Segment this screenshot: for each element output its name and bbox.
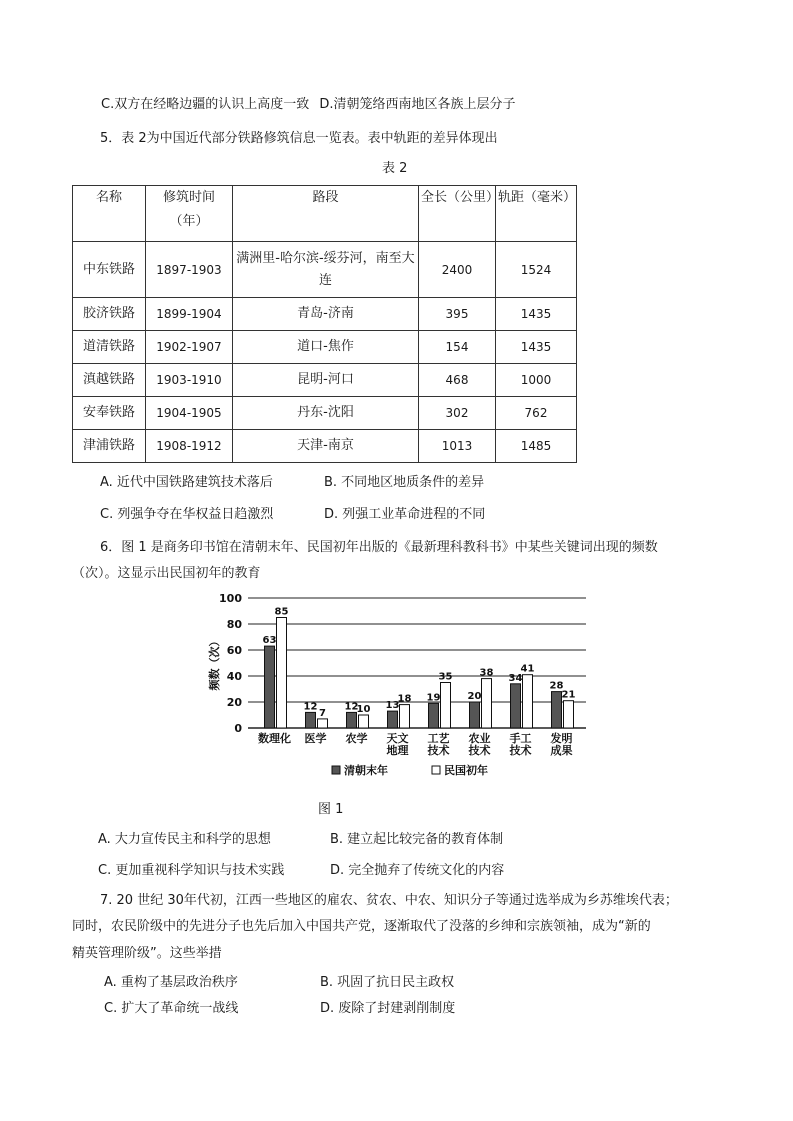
cell-period: 1903-1910 xyxy=(146,364,233,397)
bar-qing xyxy=(552,692,562,728)
q5-option-a: A. 近代中国铁路建筑技术落后 xyxy=(100,475,273,490)
figure-caption: 图 1 xyxy=(318,802,344,817)
bar-qing xyxy=(347,712,357,728)
q6-option-b: B. 建立起比较完备的教育体制 xyxy=(330,832,504,847)
data-label: 41 xyxy=(520,663,535,675)
bar-minguo xyxy=(523,675,533,728)
bar-minguo xyxy=(359,715,369,728)
q5-option-c: C. 列强争夺在华权益日趋激烈 xyxy=(100,507,274,522)
table-row xyxy=(73,364,577,397)
legend-label-minguo: 民国初年 xyxy=(444,764,488,777)
cell-period: 1908-1912 xyxy=(146,430,233,463)
cell-gauge: 762 xyxy=(496,397,577,430)
q7-stem-line2: 同时，农民阶级中的先进分子也先后加入中国共产党，逐渐取代了没落的乡绅和宗族领袖，成为“新的 xyxy=(72,919,651,934)
q5-option-b: B. 不同地区地质条件的差异 xyxy=(324,475,485,490)
railway-table xyxy=(72,185,577,463)
q5-option-d: D. 列强工业革命进程的不同 xyxy=(324,507,486,522)
x-tick-label: 手工 xyxy=(509,732,532,745)
cell-period: 1904-1905 xyxy=(146,397,233,430)
cell-gauge: 1435 xyxy=(496,331,577,364)
legend-swatch-minguo xyxy=(432,766,440,774)
bar-minguo xyxy=(318,719,328,728)
data-label: 38 xyxy=(479,667,494,679)
cell-name: 道清铁路 xyxy=(73,331,146,364)
x-tick-label: 农学 xyxy=(345,732,368,745)
cell-route: 昆明-河口 xyxy=(233,364,419,397)
x-tick-label: 技术 xyxy=(468,744,491,757)
cell-length: 468 xyxy=(419,364,496,397)
data-label: 13 xyxy=(385,700,400,712)
bar-qing xyxy=(388,711,398,728)
cell-period: 1902-1907 xyxy=(146,331,233,364)
cell-name: 中东铁路 xyxy=(73,242,146,298)
bar-qing xyxy=(511,684,521,728)
header-route: 路段 xyxy=(233,186,419,242)
bar-minguo xyxy=(482,679,492,728)
table-header-row xyxy=(73,186,577,242)
y-tick-label: 40 xyxy=(226,670,242,683)
data-label: 18 xyxy=(397,693,412,705)
bar-qing xyxy=(429,703,439,728)
q4-option-line xyxy=(101,96,516,114)
bar-minguo xyxy=(441,683,451,729)
cell-length: 302 xyxy=(419,397,496,430)
cell-name: 津浦铁路 xyxy=(73,430,146,463)
x-tick-label: 工艺 xyxy=(427,732,450,745)
x-tick-label: 数理化 xyxy=(258,732,291,745)
cell-gauge: 1000 xyxy=(496,364,577,397)
q6-option-c: C. 更加重视科学知识与技术实践 xyxy=(98,863,285,878)
bar-qing xyxy=(306,712,316,728)
data-label: 63 xyxy=(262,635,277,647)
cell-name: 滇越铁路 xyxy=(73,364,146,397)
data-label: 35 xyxy=(438,671,453,683)
cell-route: 满洲里-哈尔滨-绥芬河，南至大连 xyxy=(233,242,419,298)
y-tick-label: 100 xyxy=(219,592,242,605)
data-label: 21 xyxy=(561,689,576,701)
cell-name: 胶济铁路 xyxy=(73,298,146,331)
data-label: 85 xyxy=(274,606,289,618)
header-gauge: 轨距（毫米） xyxy=(496,186,577,242)
q4-option-d: D.清朝笼络西南地区各族上层分子 xyxy=(319,97,516,112)
data-label: 19 xyxy=(426,692,441,704)
y-axis-label: 频数（次） xyxy=(208,635,221,691)
header-period: 修筑时间（年） xyxy=(146,186,233,242)
q7-option-d: D. 废除了封建剥削制度 xyxy=(320,1001,456,1016)
q6-stem-line2: （次）。这显示出民国初年的教育 xyxy=(72,566,261,581)
cell-route: 丹东-沈阳 xyxy=(233,397,419,430)
legend-swatch-qing xyxy=(332,766,340,774)
legend-label-qing: 清朝末年 xyxy=(344,764,388,777)
header-name: 名称 xyxy=(73,186,146,242)
q7-stem-line1: 7. 20 世纪 30年代初，江西一些地区的雇农、贫农、中农、知识分子等通过选举成为乡苏维埃代表； xyxy=(100,893,678,908)
cell-route: 道口-焦作 xyxy=(233,331,419,364)
header-length: 全长（公里） xyxy=(419,186,496,242)
q7-option-c: C. 扩大了革命统一战线 xyxy=(104,1001,239,1016)
q7-option-a: A. 重构了基层政治秩序 xyxy=(104,975,238,990)
q5-table-title: 表 2 xyxy=(382,161,408,176)
table-row xyxy=(73,430,577,463)
cell-name: 安奉铁路 xyxy=(73,397,146,430)
q4-option-c: C.双方在经略边疆的认识上高度一致 xyxy=(101,97,310,112)
cell-period: 1899-1904 xyxy=(146,298,233,331)
q7-option-b: B. 巩固了抗日民主政权 xyxy=(320,975,455,990)
q5-stem: 5．表 2为中国近代部分铁路修筑信息一览表。表中轨距的差异体现出 xyxy=(100,131,498,146)
table-row xyxy=(73,298,577,331)
x-tick-label: 成果 xyxy=(550,744,573,757)
bar-minguo xyxy=(277,618,287,729)
data-label: 34 xyxy=(508,672,523,684)
y-tick-label: 0 xyxy=(234,722,242,735)
q6-option-d: D. 完全抛弃了传统文化的内容 xyxy=(330,863,505,878)
x-tick-label: 发明 xyxy=(550,732,573,745)
data-label: 10 xyxy=(356,704,371,715)
x-tick-label: 技术 xyxy=(427,744,450,757)
cell-length: 154 xyxy=(419,331,496,364)
cell-gauge: 1435 xyxy=(496,298,577,331)
q6-option-a: A. 大力宣传民主和科学的思想 xyxy=(98,832,271,847)
bar-minguo xyxy=(400,705,410,728)
table-row xyxy=(73,331,577,364)
x-tick-label: 农业 xyxy=(468,732,491,745)
y-tick-label: 80 xyxy=(226,618,242,631)
x-tick-label: 医学 xyxy=(304,732,327,745)
data-label: 20 xyxy=(467,691,482,702)
x-tick-label: 天文 xyxy=(386,732,409,745)
data-label: 12 xyxy=(303,701,318,713)
bar-qing xyxy=(265,646,275,728)
y-tick-label: 60 xyxy=(226,644,242,657)
bar-minguo xyxy=(564,701,574,728)
cell-length: 2400 xyxy=(419,242,496,298)
cell-length: 1013 xyxy=(419,430,496,463)
data-label: 28 xyxy=(549,680,564,692)
keyword-frequency-chart xyxy=(200,588,600,788)
cell-length: 395 xyxy=(419,298,496,331)
cell-gauge: 1524 xyxy=(496,242,577,298)
bar-qing xyxy=(470,702,480,728)
table-row xyxy=(73,242,577,298)
y-tick-label: 20 xyxy=(226,696,242,709)
q7-stem-line3: 精英管理阶级”。这些举措 xyxy=(72,946,222,961)
cell-period: 1897-1903 xyxy=(146,242,233,298)
q6-stem-line1: 6．图 1 是商务印书馆在清朝末年、民国初年出版的《最新理科教科书》中某些关键词出现的频数 xyxy=(100,540,658,555)
data-label: 7 xyxy=(319,707,326,719)
x-tick-label: 地理 xyxy=(386,744,409,757)
table-row xyxy=(73,397,577,430)
data-label: 12 xyxy=(344,701,359,713)
cell-gauge: 1485 xyxy=(496,430,577,463)
cell-route: 天津-南京 xyxy=(233,430,419,463)
x-tick-label: 技术 xyxy=(509,744,532,757)
cell-route: 青岛-济南 xyxy=(233,298,419,331)
